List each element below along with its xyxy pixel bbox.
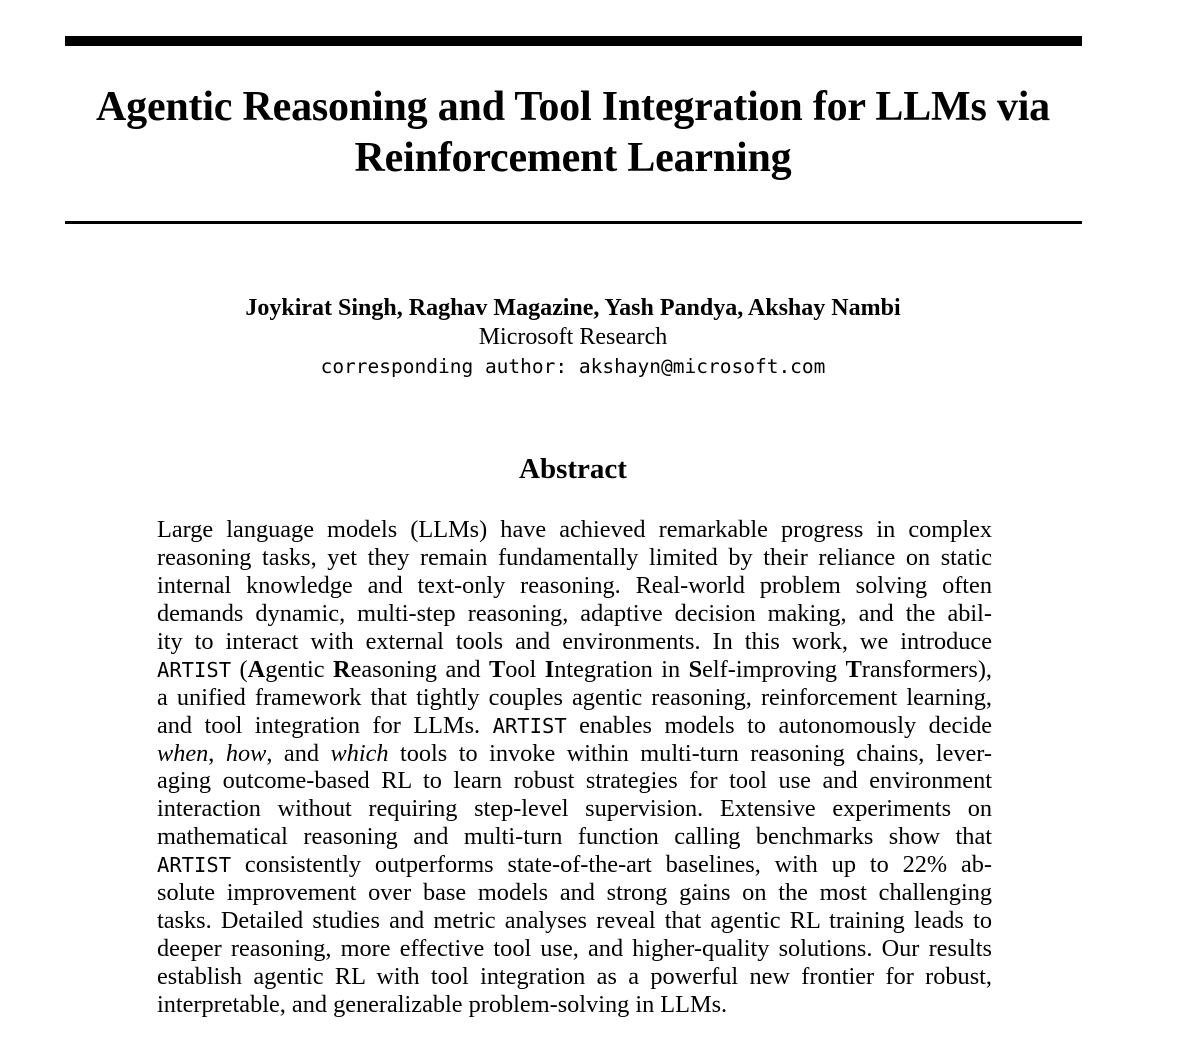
abstract-line: solute improvement over base models and strong gains on the most challenging — [157, 879, 992, 907]
abstract-line: interpretable, and generalizable problem-solving in LLMs. — [157, 990, 728, 1018]
artist-name: ARTIST — [157, 853, 232, 878]
text-run: consistently outperforms state-of-the-art baselines, with up to 22% ab- — [231, 851, 992, 879]
paper-title-line-1: Agentic Reasoning and Tool Integration for LLMs via — [96, 84, 1050, 130]
text-run: enables models to autonomously decide — [566, 711, 993, 739]
artist-name: ARTIST — [157, 657, 232, 682]
paper-title — [40, 82, 1106, 184]
title-top-rule — [65, 36, 1082, 46]
paper-title-line-2: Reinforcement Learning — [354, 135, 792, 181]
text-run: , and — [266, 739, 331, 767]
abstract-line: establish agentic RL with tool integration as a powerful new frontier for robust, — [157, 963, 992, 990]
text-run: ransformers), — [861, 655, 992, 683]
text-run: and tool integration for LLMs. — [157, 711, 493, 739]
italic-word: which — [330, 739, 389, 767]
abstract-line — [157, 740, 992, 768]
acronym-letter: T — [489, 655, 506, 683]
abstract-line: ity to interact with external tools and environments. In this work, we introduce — [157, 627, 992, 655]
abstract-line: tasks. Detailed studies and metric analyses reveal that agentic RL training leads to — [157, 907, 992, 935]
abstract-line — [157, 712, 992, 740]
acronym-letter: I — [544, 655, 555, 683]
abstract-line: reasoning tasks, yet they remain fundamentally limited by their reliance on static — [157, 543, 992, 571]
abstract-line: mathematical reasoning and multi-turn function calling benchmarks show that — [157, 823, 992, 851]
corresponding-author: corresponding author: akshayn@microsoft.com — [320, 355, 826, 378]
abstract-body — [157, 516, 992, 1019]
affiliation: Microsoft Research — [478, 324, 668, 350]
acronym-letter: A — [247, 655, 266, 683]
title-bottom-rule — [65, 221, 1082, 224]
text-run: ( — [231, 655, 248, 683]
acronym-letter: S — [688, 655, 703, 683]
abstract-line — [157, 656, 992, 684]
text-run: easoning and — [350, 655, 490, 683]
abstract-heading: Abstract — [519, 453, 627, 485]
text-run: ntegration in — [554, 655, 689, 683]
text-run: elf-improving — [702, 655, 846, 683]
abstract-line: internal knowledge and text-only reasoning. Real-world problem solving often — [157, 571, 992, 599]
abstract-line — [157, 851, 992, 879]
abstract-line: demands dynamic, multi-step reasoning, adaptive decision making, and the abil- — [157, 599, 992, 627]
abstract-line: deeper reasoning, more effective tool use, and higher-quality solutions. Our results — [157, 935, 992, 963]
italic-word: how — [225, 739, 267, 767]
abstract-line: interaction without requiring step-level supervision. Extensive experiments on — [157, 795, 992, 823]
text-run: , — [208, 739, 226, 767]
text-run: ool — [505, 655, 545, 683]
italic-word: when — [157, 739, 209, 767]
artist-name: ARTIST — [492, 713, 567, 738]
abstract-line: aging outcome-based RL to learn robust strategies for tool use and environment — [157, 767, 992, 795]
abstract-line: Large language models (LLMs) have achieved remarkable progress in complex — [157, 516, 992, 543]
acronym-letter: R — [333, 655, 351, 683]
text-run: gentic — [265, 655, 334, 683]
text-run: tools to invoke within multi-turn reasoning chains, lever- — [388, 739, 992, 767]
abstract-line: a unified framework that tightly couples agentic reasoning, reinforcement learning, — [157, 683, 992, 711]
acronym-letter: T — [845, 655, 862, 683]
author-list: Joykirat Singh, Raghav Magazine, Yash Pandya, Akshay Nambi — [245, 295, 901, 321]
